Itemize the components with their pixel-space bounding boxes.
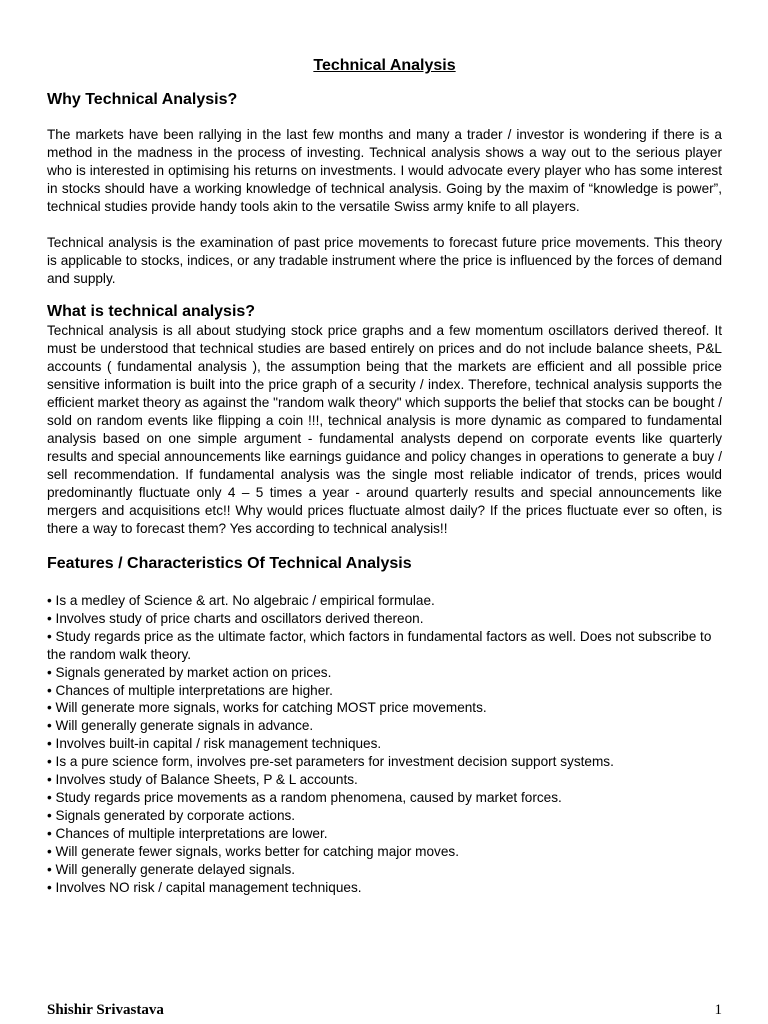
list-item: • Involves built-in capital / risk management techniques. [47,736,382,752]
list-item: • Signals generated by corporate actions. [47,807,296,823]
list-item: • Involves study of price charts and oscillators derived thereon. [47,610,424,626]
document-title: Technical Analysis [313,57,456,74]
list-item: • Is a pure science form, involves pre-set parameters for investment decision support systems. [47,754,614,770]
list-item: • Study regards price as the ultimate factor, which factors in fundamental factors as well. Does not subscribe to the random walk theory. [47,628,712,662]
list-item: • Chances of multiple interpretations are lower. [47,825,328,841]
footer-page-number: 1 [714,1002,722,1018]
footer-author: Shishir Srivastava [47,1002,164,1018]
list-item: • Signals generated by market action on prices. [47,664,332,680]
list-item: • Is a medley of Science & art. No algebraic / empirical formulae. [47,593,435,608]
paragraph-why-2: Technical analysis is the examination of past price movements to forecast future price movements. This theory is applicable to stocks, indices, or any tradable instrument where the price is influenced by the forces of demand and supply. [47,235,722,286]
list-item: • Study regards price movements as a random phenomena, caused by market forces. [47,789,562,805]
document-page [47,56,722,896]
paragraph-why-1: The markets have been rallying in the last few months and many a trader / investor is wondering if there is a method in the madness in the process of investing. Technical analysis shows a way out to the serious player who is interested in optimising his returns on investments. I would advocate every player who has some interest in stocks should have a working knowledge of technical analysis. Going by the maxim of “knowledge is power”, technical studies provide handy tools akin to the versatile Swiss army knife to all players. [47,127,722,214]
section-heading-what: What is technical analysis? [47,303,256,320]
section-heading-why: Why Technical Analysis? [47,91,238,108]
list-item: • Chances of multiple interpretations are higher. [47,682,333,698]
list-item: • Will generally generate delayed signals. [47,861,296,877]
list-item: • Will generally generate signals in advance. [47,718,314,734]
paragraph-what-1: Technical analysis is all about studying stock price graphs and a few momentum oscillators derived thereof. It must be understood that technical studies are based entirely on prices and do not include balance sheets, P&L accounts ( fundamental analysis ), the assumption being that the markets are efficient and all possible price sensitive information is built into the price graph of a security / index. Therefore, technical analysis supports the efficient market theory as against the "random walk theory" which supports the belief that stocks can be bought / sold on random events like flipping a coin !!!, technical analysis is more dynamic as compared to fundamental analysis based on one simple argument - fundamental analysts depend on corporate events like quarterly results and special announcements like earnings guidance and policy changes in operations to generate a buy / sell recommendation. If fundamental analysis was the single most reliable indicator of trends, prices would predominantly fluctuate only 4 – 5 times a year - around quarterly results and special announcements like mergers and acquisitions etc!! Why would prices fluctuate almost daily? If the prices fluctuate ever so often, is there a way to forecast them? Yes according to technical analysis!! [47,323,722,536]
section-heading-features: Features / Characteristics Of Technical Analysis [47,555,412,572]
features-list [47,592,722,896]
list-item: • Involves NO risk / capital management techniques. [47,879,362,895]
list-item: • Will generate fewer signals, works better for catching major moves. [47,843,459,859]
list-item: • Will generate more signals, works for catching MOST price movements. [47,700,487,716]
list-item: • Involves study of Balance Sheets, P & L accounts. [47,772,358,788]
